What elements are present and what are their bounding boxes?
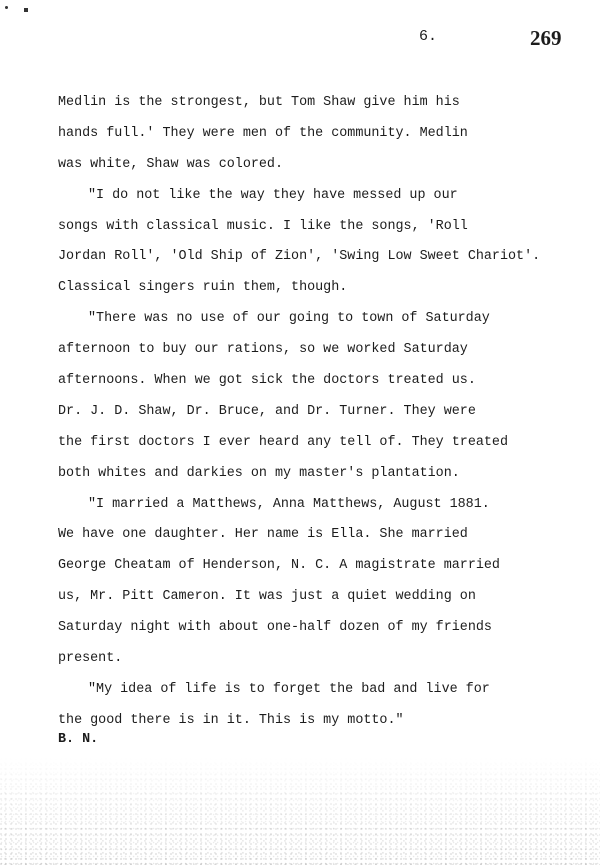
text-line: was white, Shaw was colored. [58,156,283,172]
text-line: Jordan Roll', 'Old Ship of Zion', 'Swing Low Sweet Chariot'. [58,249,541,265]
scan-noise [0,755,600,865]
text-line: afternoon to buy our rations, so we worked Saturday [58,342,468,358]
text-line: present. [58,651,123,667]
text-line: Dr. J. D. Shaw, Dr. Bruce, and Dr. Turner. They were [58,403,476,419]
scan-mark [5,6,8,9]
text-line: hands full.' They were men of the community. Medlin [58,125,468,141]
text-line: We have one daughter. Her name is Ella. She married [58,527,468,543]
page-number: 6. [419,28,438,45]
text-line: "I married a Matthews, Anna Matthews, August 1881. [88,496,490,512]
author-initials: B. N. [58,732,99,747]
text-line: Classical singers ruin them, though. [58,280,348,296]
text-line: "My idea of life is to forget the bad and live for [88,681,490,697]
narrative-text [58,88,588,737]
text-line: Saturday night with about one-half dozen of my friends [58,620,492,636]
archive-page-number: 269 [530,26,562,50]
text-line: George Cheatam of Henderson, N. C. A magistrate married [58,558,500,574]
scan-mark [24,8,28,12]
text-line: afternoons. When we got sick the doctors treated us. [58,373,476,389]
text-line: "There was no use of our going to town of Saturday [88,311,490,327]
text-line: "I do not like the way they have messed up our [88,187,458,203]
text-line: Medlin is the strongest, but Tom Shaw give him his [58,95,460,110]
text-line: songs with classical music. I like the songs, 'Roll [58,218,468,234]
text-line: us, Mr. Pitt Cameron. It was just a quiet wedding on [58,589,476,605]
text-line: the first doctors I ever heard any tell of. They treated [58,434,508,450]
text-line: both whites and darkies on my master's plantation. [58,465,460,481]
text-line: the good there is in it. This is my motto." [58,712,404,728]
